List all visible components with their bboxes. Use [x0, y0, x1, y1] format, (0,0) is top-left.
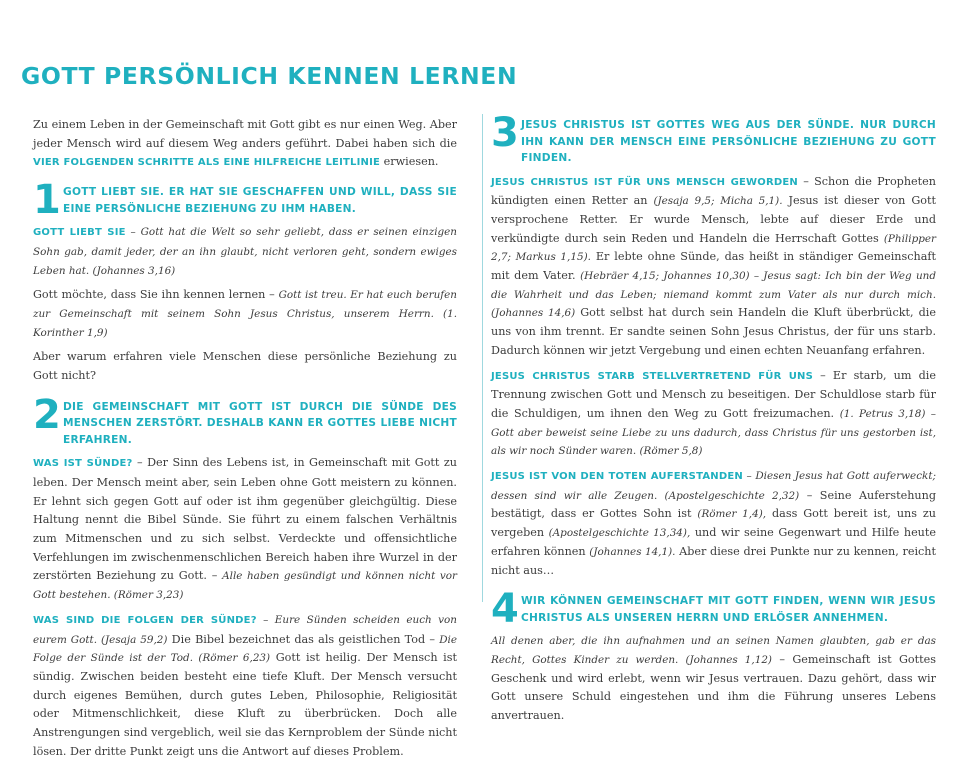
step-4-paragraph-1: [491, 632, 936, 726]
paragraph-text: Aber warum erfahren viele Menschen diese persönliche Beziehung zu Gott nicht?: [33, 350, 457, 383]
bible-quote: Gott ist treu. Er hat euch berufen zur Gemeinschaft mit seinem Sohn Jesus Christus, unserem Herrn. (1. Korinther 1,9): [33, 289, 457, 339]
page-title: GOTT PERSÖNLICH KENNEN LERNEN: [21, 62, 518, 90]
paragraph-text: Gott ist heilig. Der Mensch ist sündig. Zwischen beiden besteht eine tiefe Kluft. Der Mensch versucht durch eigenes Bemühen, durch gutes Leben, Philosophie, Religiosität oder Mitmenschlichkeit, diese Kluft zu überbrücken. Doch alle Anstrengungen sind vergeblich, weil sie das Kernproblem der Sünde nicht lösen. Der dritte Punkt zeigt uns die Antwort auf dieses Problem.: [33, 651, 457, 758]
step-2-heading: [33, 391, 457, 449]
bible-quote: All denen aber, die ihn aufnahmen und an seinen Namen glaubten, gab er das Recht, Gottes Kinder zu werden. (Johannes 1,12): [491, 635, 936, 666]
paragraph-text: Gott selbst hat durch sein Handeln die Kluft überbrückt, die uns von ihm trennt. Er sandte seinen Sohn Jesus Christus, der für uns starb. Dadurch können wir jetzt Vergebung und einen echten Neuanfang erfahren.: [491, 306, 936, 357]
step-heading-text: DIE GEMEINSCHAFT MIT GOTT IST DURCH DIE SÜNDE DES MENSCHEN ZERSTÖRT. DESHALB KANN ER GOTTES LIEBE NICHT ERFAHREN.: [63, 400, 457, 446]
step-number: 4: [491, 586, 519, 633]
step-3-paragraph-3: [491, 467, 936, 580]
bible-reference: (Jesaja 9,5; Micha 5,1).: [653, 195, 783, 208]
step-heading-text: JESUS CHRISTUS IST GOTTES WEG AUS DER SÜNDE. NUR DURCH IHN KANN DER MENSCH EINE PERSÖNLICHE BEZIEHUNG ZU GOTT FINDEN.: [521, 119, 936, 164]
paragraph-text: – Seine Auferstehung bestätigt, dass er Gottes Sohn ist: [491, 488, 937, 521]
bible-reference: (Römer 1,4),: [697, 508, 767, 521]
bible-quote: (Hebräer 4,15; Johannes 10,30) – Jesus sagt: Ich bin der Weg und die Wahrheit und das Leben; niemand kommt zum Vater als nur durch mich. (Johannes 14,6): [491, 270, 936, 320]
right-column: [491, 110, 937, 732]
paragraph-text: – Gemeinschaft ist Gottes Geschenk und wird erlebt, wenn wir Jesus vertrauen. Dazu gehört, dass wir Gott unsere Schuld eingestehen und ihm die Führung unseres Lebens anvertrauen.: [491, 652, 937, 723]
left-column: [33, 116, 457, 767]
intro-text: Zu einem Leben in der Gemeinschaft mit Gott gibt es nur einen Weg. Aber jeder Mensch wird auf diesem Weg anders geführt. Dabei haben sich die: [33, 118, 457, 150]
bible-quote: – Diesen Jesus hat Gott auferweckt; dessen sind wir alle Zeugen. (Apostelgeschichte 2,32): [491, 470, 936, 502]
step-number: 1: [33, 177, 61, 224]
paragraph-text: Die Bibel bezeichnet das als geistlichen Tod –: [167, 632, 440, 646]
paragraph-text: Aber diese drei Punkte nur zu kennen, reicht nicht aus…: [491, 544, 936, 577]
bible-reference: (Johannes 14,1).: [589, 545, 676, 558]
step-number: 3: [491, 110, 519, 156]
step-1-heading: [33, 177, 457, 224]
bible-quote: Alle haben gesündigt und können nicht vor Gott bestehen. (Römer 3,23): [33, 570, 457, 602]
paragraph-label: JESUS IST VON DEN TOTEN AUFERSTANDEN: [491, 471, 743, 483]
step-heading-text: WIR KÖNNEN GEMEINSCHAFT MIT GOTT FINDEN, WENN WIR JESUS CHRISTUS ALS UNSEREN HERRN UND ERLÖSER ANNEHMEN.: [521, 595, 936, 624]
bible-reference: (Philipper 2,7; Markus 1,15).: [491, 232, 936, 264]
step-2-paragraph-2: [33, 611, 457, 762]
paragraph-text: Gott möchte, dass Sie ihn kennen lernen –: [33, 288, 279, 302]
paragraph-label: JESUS CHRISTUS STARB STELLVERTRETEND FÜR UNS: [491, 370, 814, 382]
step-1-paragraph-3: [33, 348, 457, 385]
paragraph-text: Er lebte ohne Sünde, das heißt in ständiger Gemeinschaft mit dem Vater.: [491, 250, 936, 283]
paragraph-label: JESUS CHRISTUS IST FÜR UNS MENSCH GEWORDEN: [491, 176, 798, 188]
bible-quote: Die Folge der Sünde ist der Tod. (Römer 6,23): [33, 633, 457, 665]
column-divider: [482, 114, 483, 602]
bible-quote: – Gott hat die Welt so sehr geliebt, dass er seinen einzigen Sohn gab, damit jeder, der an ihn glaubt, nicht verloren geht, sondern ewiges Leben hat. (Johannes 3,16): [33, 226, 458, 277]
step-1-paragraph-1: [33, 223, 457, 280]
bible-quote: (1. Petrus 3,18) – Gott aber beweist seine Liebe zu uns dadurch, dass Christus für uns gestorben ist, als wir noch Sünder waren. (Römer 5,8): [491, 407, 936, 458]
paragraph-text: – Der Sinn des Lebens ist, in Gemeinschaft mit Gott zu leben. Der Mensch meint aber, sein Leben ohne Gott meistern zu können. Er lehnt sich gegen Gott auf oder ist ihm gegenüber gleichgültig. Diese Haltung nennt die Bibel Sünde. Sie führt zu einem falschen Verhältnis zum Mitmenschen und zu sich selbst. Verdeckte und offensichtliche Verfehlungen im zwischenmenschlichen Bereich haben ihre Wurzel in der zerstörten Beziehung zu Gott. –: [33, 456, 458, 583]
step-2-paragraph-1: [33, 454, 457, 605]
intro-text-end: erwiesen.: [380, 155, 439, 169]
intro-highlight: VIER FOLGENDEN SCHRITTE ALS EINE HILFREICHE LEITLINIE: [33, 157, 381, 169]
intro-paragraph: [33, 116, 457, 173]
paragraph-text: dass Gott bereit ist, uns zu vergeben: [491, 507, 937, 540]
paragraph-text: Jesus ist dieser von Gott versprochene Retter. Er wurde Mensch, lebte auf dieser Erde und verkündigte durch sein Reden und Handeln die Herrschaft Gottes: [491, 194, 936, 245]
step-number: 2: [33, 391, 61, 438]
bible-reference: (Apostelgeschichte 13,34),: [548, 527, 691, 540]
step-heading-text: GOTT LIEBT SIE. ER HAT SIE GESCHAFFEN UND WILL, DASS SIE EINE PERSÖNLICHE BEZIEHUNG ZU IHM HABEN.: [63, 186, 457, 215]
paragraph-label: WAS SIND DIE FOLGEN DER SÜNDE?: [33, 614, 257, 626]
paragraph-text: – Er starb, um die Trennung zwischen Gott und Mensch zu beseitigen. Der Schuldlose starb für die Schuldigen, um ihnen den Weg zu Gott freizumachen.: [491, 368, 936, 420]
paragraph-text: und wir seine Gegenwart und Hilfe heute erfahren können: [491, 526, 937, 558]
step-4-heading: [491, 586, 936, 633]
bible-quote: – Eure Sünden scheiden euch von eurem Gott. (Jesaja 59,2): [33, 613, 457, 646]
paragraph-label: GOTT LIEBT SIE: [33, 227, 126, 239]
step-3-paragraph-1: [491, 173, 936, 361]
step-3-paragraph-2: [491, 367, 936, 462]
step-1-paragraph-2: [33, 286, 457, 342]
paragraph-label: WAS IST SÜNDE?: [33, 458, 133, 470]
paragraph-text: – Schon die Propheten kündigten einen Retter an: [491, 174, 936, 208]
step-3-heading: [491, 110, 936, 167]
